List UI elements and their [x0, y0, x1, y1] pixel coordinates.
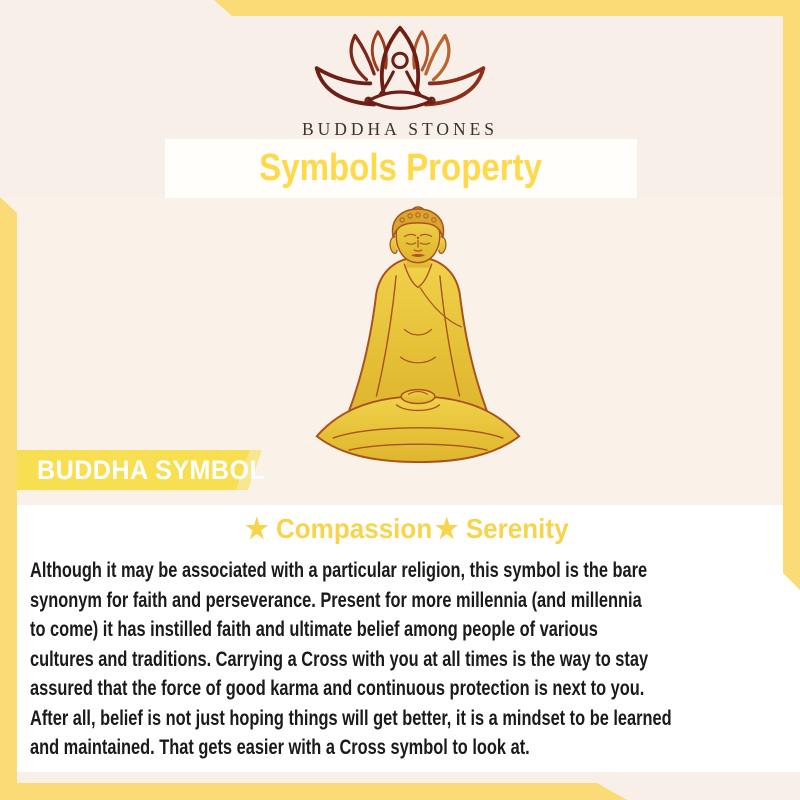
description-paragraph	[30, 556, 800, 763]
seated-buddha-illustration	[308, 206, 528, 470]
star-icon: ★	[245, 513, 269, 544]
feature-label-serenity: Serenity	[465, 513, 569, 544]
frame-top-band	[214, 0, 800, 16]
description-line: to come) it has instilled faith and ultimate belief among people of various	[30, 618, 598, 641]
brand-name: BUDDHA STONES	[301, 119, 499, 139]
frame-bottom-band	[0, 783, 627, 800]
brand-logo	[0, 24, 800, 140]
feature-inner	[245, 512, 568, 545]
page-title: Symbols Property	[259, 147, 543, 189]
badge-label: BUDDHA SYMBOL	[37, 455, 266, 485]
title-banner	[165, 139, 637, 198]
description-line: and maintained. That gets easier with a Cross symbol to look at.	[30, 736, 530, 759]
description-line: assured that the force of good karma and continuous protection is next to you.	[30, 677, 645, 700]
description-line: Although it may be associated with a particular religion, this symbol is the bare	[30, 559, 648, 582]
frame-left-strip	[0, 197, 17, 800]
description-line: synonym for faith and perseverance. Present for more millennia (and millennia	[30, 588, 642, 612]
star-icon: ★	[435, 513, 459, 544]
category-badge	[17, 450, 267, 490]
feature-label-compassion: Compassion	[276, 513, 433, 544]
feature-line	[17, 512, 797, 545]
frame-right-strip	[783, 16, 800, 590]
description-line: cultures and traditions. Carrying a Cross with you at all times is the way to stay	[30, 647, 649, 671]
lotus-meditation-icon	[305, 24, 495, 116]
description-line: After all, belief is not just hoping things will get better, it is a mindset to be learned	[30, 706, 672, 730]
